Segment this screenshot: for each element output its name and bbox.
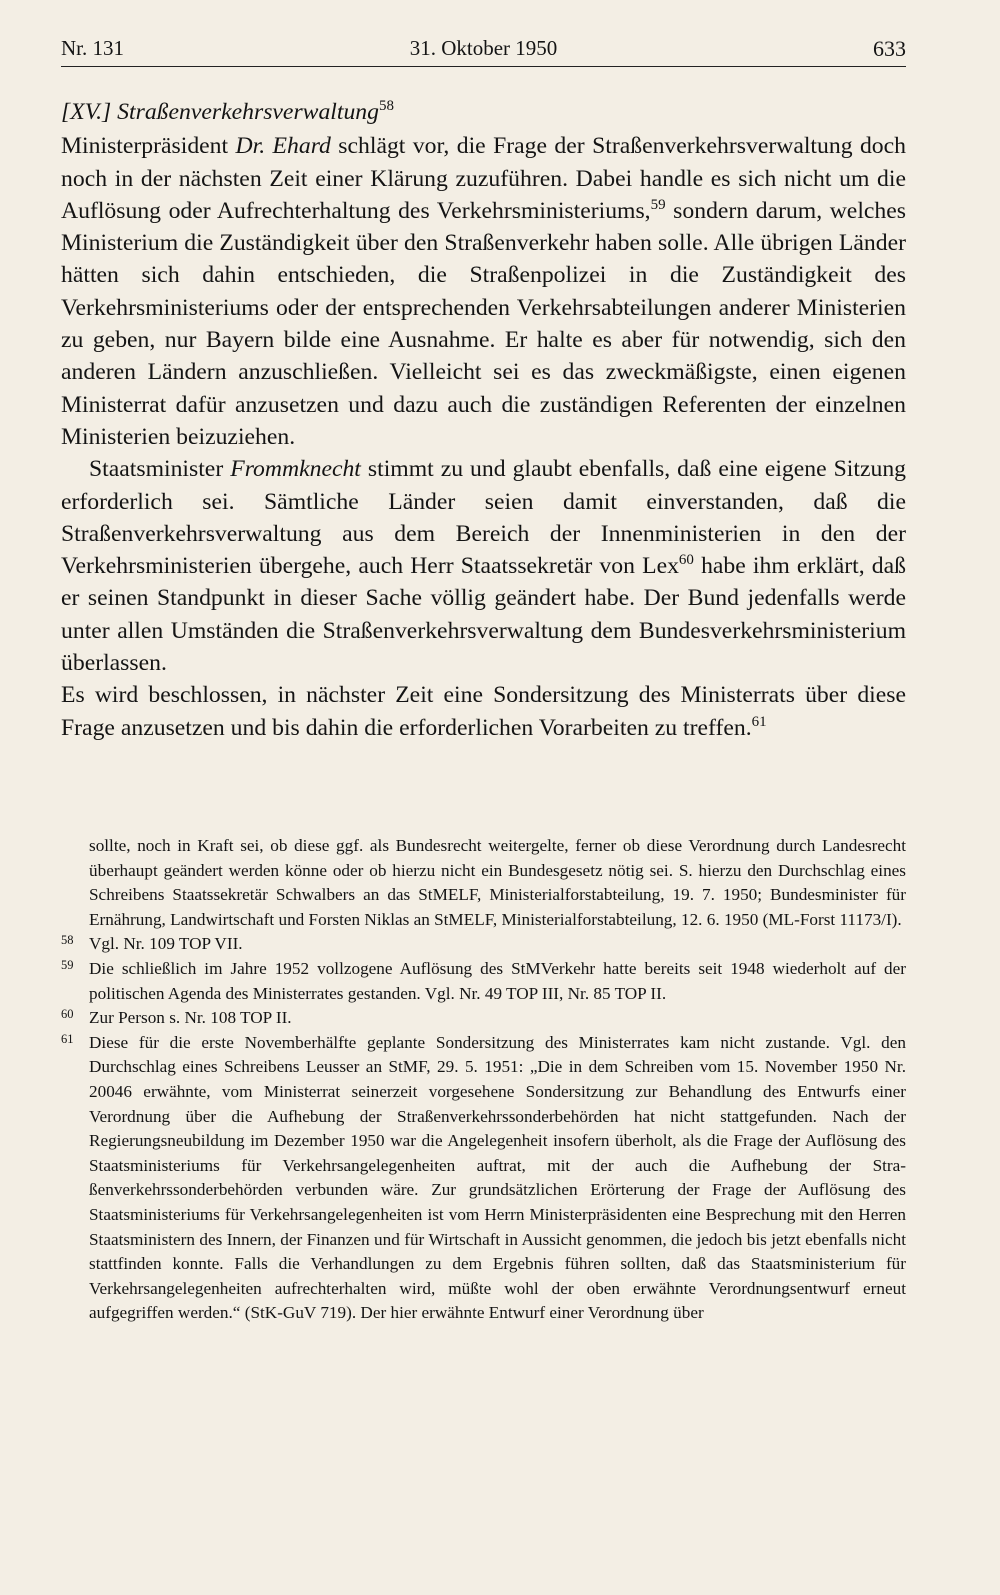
- footnote-number: 59: [61, 957, 74, 972]
- footnote-59: [61, 957, 906, 1006]
- paragraph-text: stimmt zu und glaubt ebenfalls, daß eine eigene Sitzung erforderlich sei. Sämtliche Länder seien damit einverstanden, daß die Straßenverkehrsverwaltung aus dem Bereich der Innenministerien in den der Verkehrsministerien übergehe, auch Herr Staatssekretär von Lex: [61, 456, 907, 580]
- footnote-text: Vgl. Nr. 109 TOP VII.: [89, 934, 243, 954]
- header-document-number: Nr. 131: [61, 36, 124, 60]
- section-title: Straßenverkehrsverwaltung: [117, 99, 379, 125]
- paragraph-text: sondern darum, welches Ministerium die Zuständigkeit über den Straßenverkehr haben solle. Alle übrigen Länder hätten sich dahin entschieden, die Straßenpolizei in die Zuständigkeit des Verkehrsministeriums oder der entsprechenden Verkehrsabteilungen anderer Ministerien zu geben, nur Bayern bilde eine Ausnahme. Er halte es aber für notwendig, sich den anderen Ländern anzuschließen. Vielleicht sei es das zweckmäßigste, einen eigenen Ministerrat dafür anzusetzen und dazu auch die zuständigen Referenten der einzelnen Ministerien beizuziehen.: [61, 197, 906, 450]
- footnote-number: 61: [61, 1031, 74, 1046]
- footnote-60: [61, 1006, 906, 1031]
- paragraph-ehard: [61, 130, 906, 453]
- footnote-ref-61[interactable]: 61: [751, 713, 767, 730]
- page-number: 633: [873, 36, 906, 61]
- paragraph-text: Staatsminister: [89, 456, 231, 483]
- footnote-61: [61, 1031, 906, 1326]
- paragraph-frommknecht: [61, 453, 906, 679]
- section-heading: [61, 96, 906, 128]
- footnote-text: Diese für die erste Novemberhälfte geplante Sondersitzung des Ministerrates kam nicht zustande. Vgl. den Durchschlag eines Schreibens Leusser an StMF, 29. 5. 1951: „Die in dem Schreiben vom 15. November 1950 Nr. 20046 erwähnte, vom Ministerrat seinerzeit vorgesehene Sondersitzung zur Behandlung des Entwurfs einer Verordnung über die Aufhebung der Straßenverkehrssonderbehörden hat nicht stattgefunden. Nach der Regierungsneubildung im Dezember 1950 war die Angelegenheit insofern überholt, als die Frage der Auflösung des Staatsministeriums für Verkehrsangelegenheiten auftrat, mit der auch die Aufhebung der Straßenverkehrssonderbehörden verbunden wäre. Zur grundsätzlichen Erörterung der Frage der Auflösung des Staatsministeriums für Verkehrsangelegenheiten ist vom Herrn Ministerpräsidenten eine Besprechung mit den Herren Staatsministern des Innern, der Finanzen und für Wirtschaft in Aussicht genommen, die jedoch bis jetzt ebenfalls nicht stattfinden konnte. Falls die Verhandlungen zu dem Ergebnis führen sollten, daß das Staatsministerium für Verkehrsangelegenheiten aufrechterhalten wird, müßte wohl der oben erwähnte Verordnungsentwurf erneut aufgegriffen werden.“ (StK-GuV 719). Der hier erwähnte Entwurf einer Verordnung über: [89, 1032, 906, 1323]
- footnote-ref-59[interactable]: 59: [650, 196, 666, 213]
- paragraph-decision: [61, 679, 906, 744]
- footnote-text: Die schließlich im Jahre 1952 vollzogene Auflösung des StMVerkehr hatte bereits seit 1948 wiederholt auf der politischen Agenda des Ministerrates gestanden. Vgl. Nr. 49 TOP III, Nr. 85 TOP II.: [89, 958, 906, 1003]
- section-number: [XV.]: [61, 99, 112, 125]
- footnote-number: 60: [61, 1007, 74, 1022]
- footnote-text: Zur Person s. Nr. 108 TOP II.: [89, 1008, 292, 1028]
- paragraph-text: habe ihm erklärt, daß er seinen Standpunkt in dieser Sache völlig geändert habe. Der Bund jedenfalls werde unter allen Umständen die Straßenverkehrsverwaltung dem Bundesverkehrsministerium überlassen.: [61, 553, 906, 677]
- paragraph-text: Es wird beschlossen, in nächster Zeit eine Sondersitzung des Ministerrats über diese Frage anzusetzen und bis dahin die erforderlichen Vorarbeiten zu treffen.: [61, 682, 906, 741]
- header-date: 31. Oktober 1950: [409, 36, 558, 60]
- paragraph-text: schlägt vor, die Frage der Straßenverkehrsverwaltung doch noch in der nächsten Zeit einer Klärung zuzuführen. Dabei handle es sich nicht um die Auflösung oder Aufrechterhaltung des Verkehrsministeriums,: [61, 133, 906, 224]
- running-header: [61, 30, 906, 67]
- footnote-ref-60[interactable]: 60: [678, 552, 694, 569]
- footnote-number: 58: [61, 933, 74, 948]
- footnote-58: [61, 932, 906, 957]
- paragraph-text: Ministerpräsident: [61, 133, 236, 160]
- footnotes: [61, 834, 906, 1326]
- speaker-name: Dr. Ehard: [235, 133, 331, 160]
- speaker-name: Frommknecht: [230, 456, 361, 483]
- main-text: [61, 96, 906, 744]
- footnote-ref-58[interactable]: 58: [379, 98, 394, 114]
- footnote-continuation: sollte, noch in Kraft sei, ob diese ggf. als Bundesrecht weitergelte, ferner ob diese Verordnung durch Landesrecht überhaupt geändert werden könne oder ob hierzu nicht ein Bundesgesetz nötig sei. S. hierzu den Durchschlag eines Schreibens Staatssekretär Schwalbers an das StMELF, Ministerialforstabteilung, 19. 7. 1950; Bundesminister für Ernährung, Landwirtschaft und Forsten Niklas an StMELF, Ministerialforstabteilung, 12. 6. 1950 (ML-Forst 11173/I).: [89, 836, 906, 929]
